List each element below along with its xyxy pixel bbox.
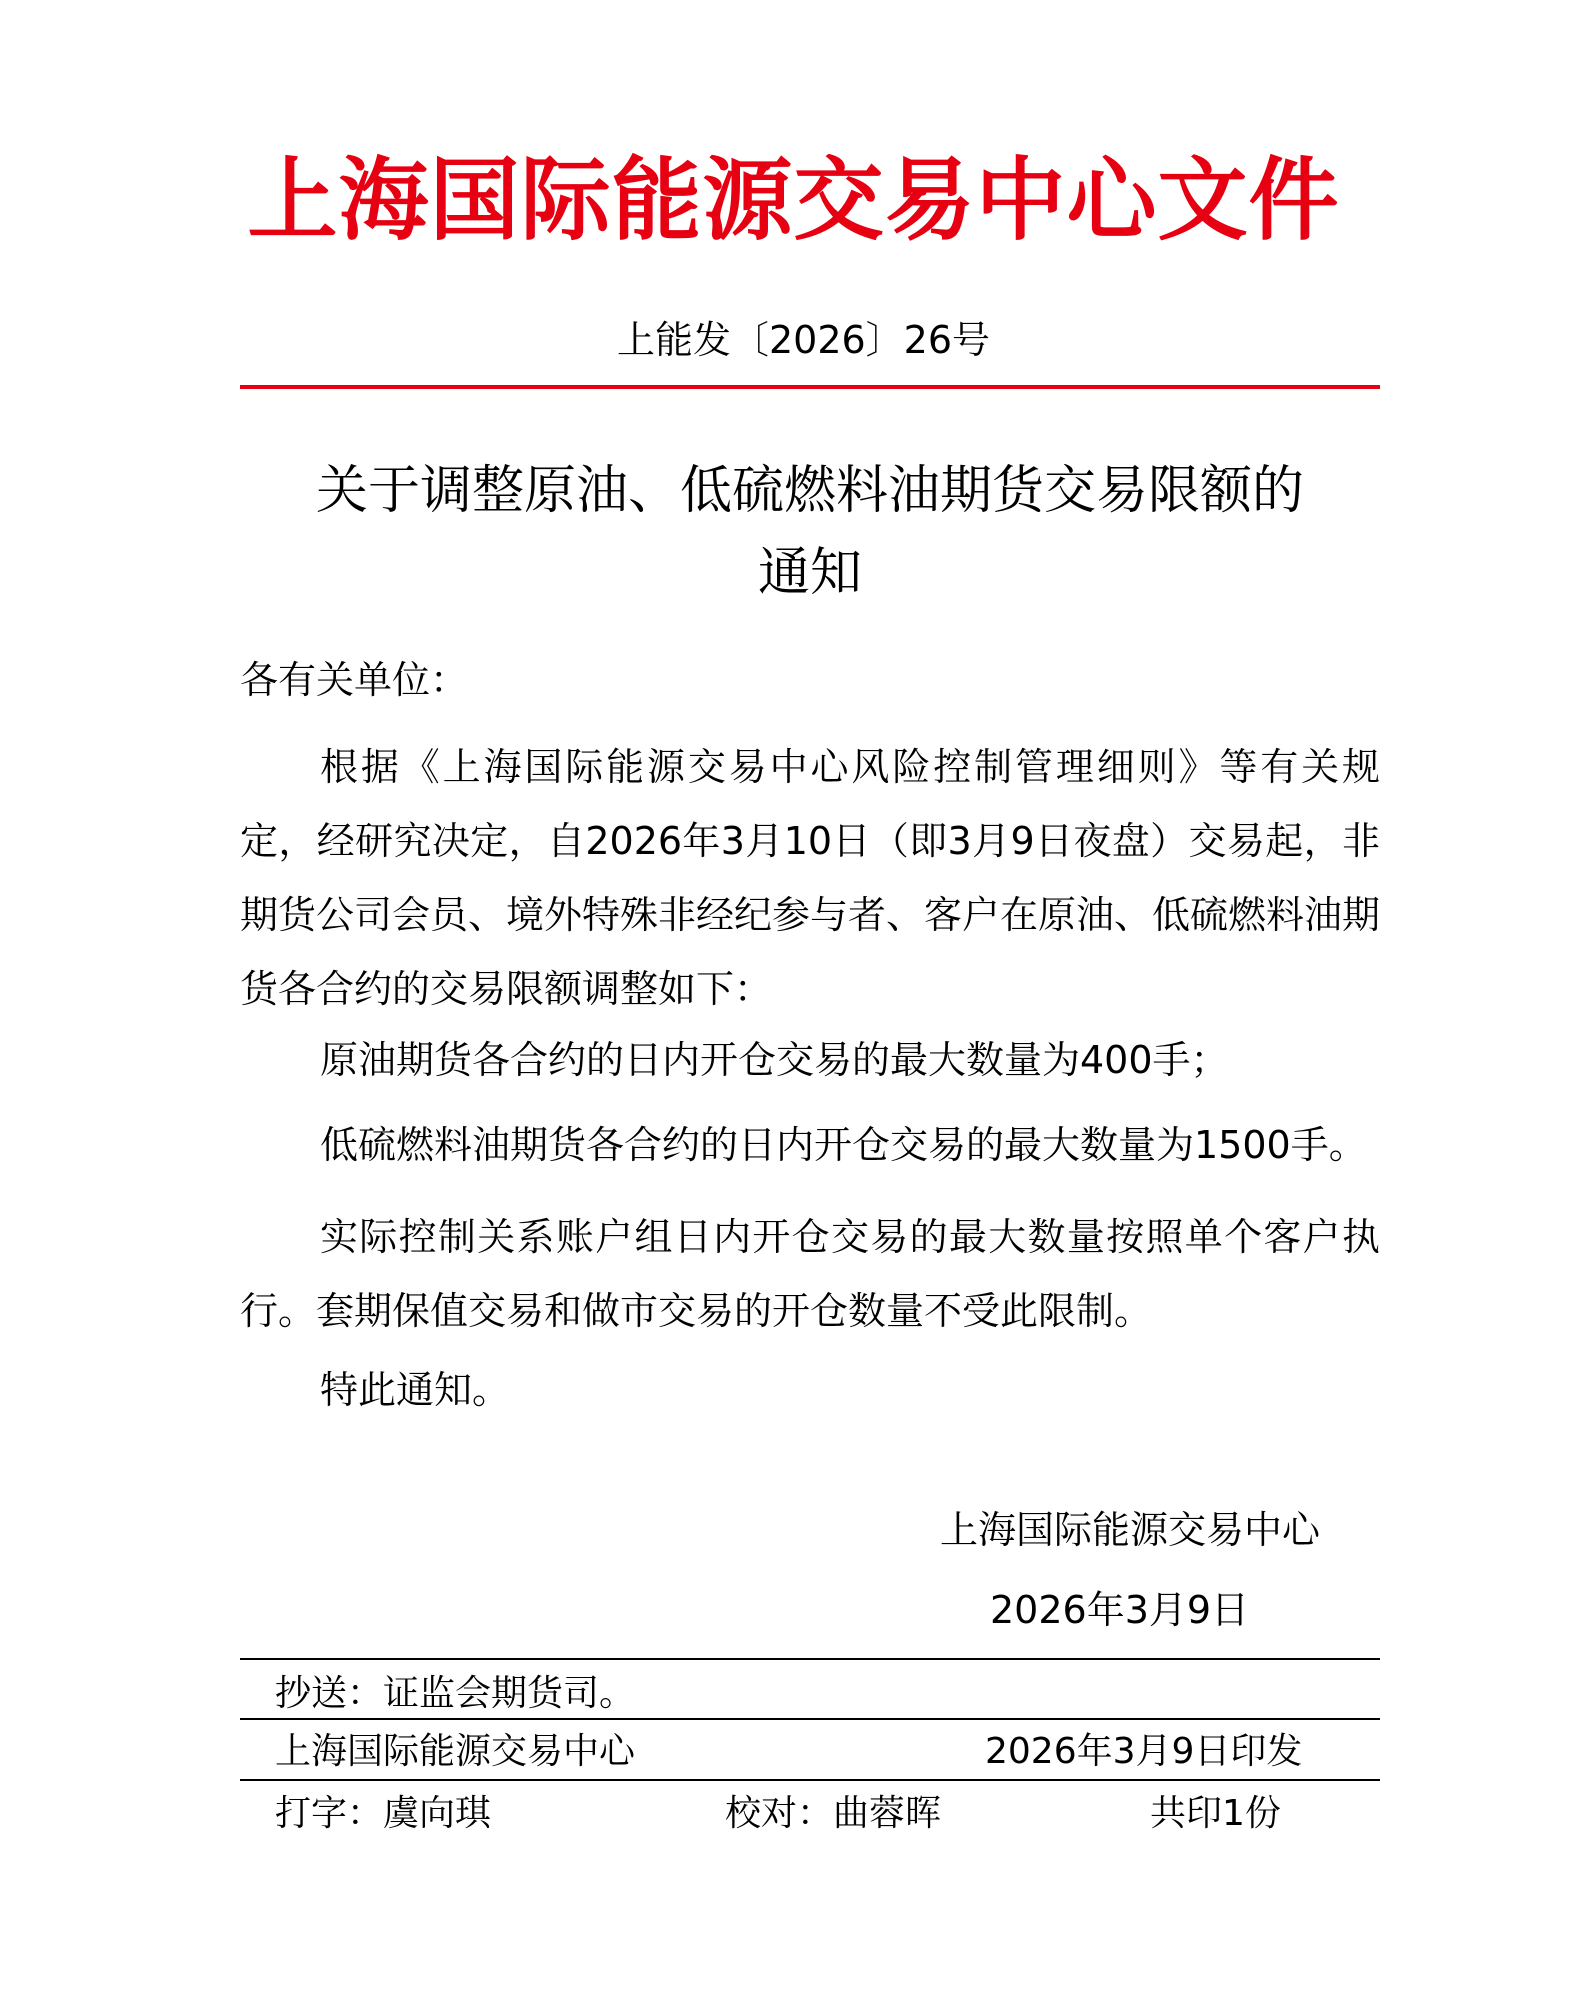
- footer-rule-top: [240, 1658, 1380, 1660]
- proofreader: 校对：曲蓉晖: [725, 1793, 942, 1834]
- limit-item-crude-oil: 原油期货各合约的日内开仓交易的最大数量为400手；: [320, 1038, 1229, 1082]
- signature-organization: 上海国际能源交易中心: [940, 1508, 1321, 1552]
- footer-rule-bottom: [240, 1779, 1380, 1781]
- footer-rule-middle: [240, 1718, 1380, 1720]
- issue-date: 2026年3月9日印发: [985, 1731, 1303, 1772]
- cc-line: 抄送：证监会期货司。: [275, 1673, 636, 1714]
- document-number: 上能发〔2026〕26号: [616, 318, 991, 362]
- limit-item-fuel-oil: 低硫燃料油期货各合约的日内开仓交易的最大数量为1500手。: [320, 1123, 1367, 1167]
- notice-title-line2: 通知: [757, 543, 862, 603]
- notice-title: [240, 450, 1380, 614]
- paragraph-control-accounts: 实际控制关系账户组日内开仓交易的最大数量按照单个客户执行。套期保值交易和做市交易的开仓数量不受此限制。: [240, 1215, 1380, 1333]
- paragraph-main: 根据《上海国际能源交易中心风险控制管理细则》等有关规定，经研究决定，自2026年3月10日（即3月9日夜盘）交易起，非期货公司会员、境外特殊非经纪参与者、客户在原油、低硫燃料油期货各合约的交易限额调整如下：: [240, 745, 1381, 1011]
- document-header-title: 上海国际能源交易中心文件: [247, 147, 1340, 253]
- typist: 打字：虞向琪: [275, 1793, 492, 1834]
- red-divider: [240, 385, 1380, 389]
- closing-text: 特此通知。: [320, 1368, 511, 1412]
- salutation: 各有关单位：: [240, 658, 469, 702]
- notice-title-line1: 关于调整原油、低硫燃料油期货交易限额的: [315, 461, 1304, 521]
- copies: 共印1份: [1150, 1793, 1281, 1834]
- signature-date: 2026年3月9日: [990, 1588, 1250, 1632]
- issuer: 上海国际能源交易中心: [275, 1731, 636, 1772]
